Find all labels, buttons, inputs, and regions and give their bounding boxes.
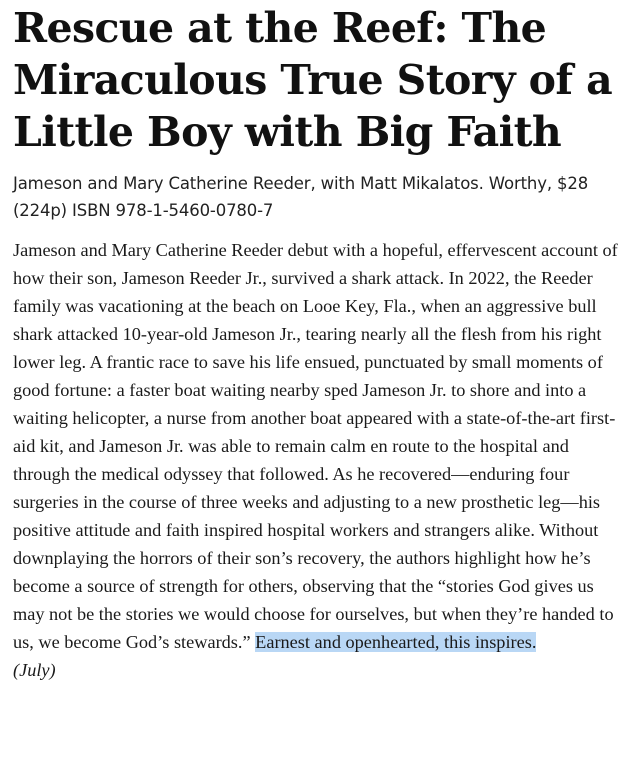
review-body	[13, 236, 628, 684]
review-text: Jameson and Mary Catherine Reeder debut with a hopeful, effervescent account of how their son, Jameson Reeder Jr., survived a shark attack. In 2022, the Reeder family was vacationing at the beach on Looe Key, Fla., when an aggressive bull shark attacked 10-year-old Jameson Jr., tearing nearly all the flesh from his right lower leg. A frantic race to save his life ensued, punctuated by small moments of good fortune: a faster boat waiting nearby sped Jameson Jr. to shore and into a waiting helicopter, a nurse from another boat appeared with a state-of-the-art first-aid kit, and Jameson Jr. was able to remain calm en route to the hospital and through the medical odyssey that followed. As he recovered—enduring four surgeries in the course of three weeks and adjusting to a new prosthetic leg—his positive attitude and faith inspired hospital workers and strangers alike. Without downplaying the horrors of their son’s recovery, the authors highlight how he’s become a source of strength for others, observing that the “stories God gives us may not be the stories we would choose for ourselves, but when they’re handed to us, we become God’s stewards.”	[13, 240, 618, 652]
book-title: Rescue at the Reef: The Miraculous True Story of a Little Boy with Big Faith	[13, 4, 613, 156]
book-review	[13, 0, 628, 684]
highlighted-selection[interactable]: Earnest and openhearted, this inspires.	[255, 632, 537, 652]
publication-month: (July)	[13, 660, 56, 680]
book-meta: Jameson and Mary Catherine Reeder, with Matt Mikalatos. Worthy, $28 (224p) ISBN 978-1-5460-0780-7	[13, 174, 589, 220]
